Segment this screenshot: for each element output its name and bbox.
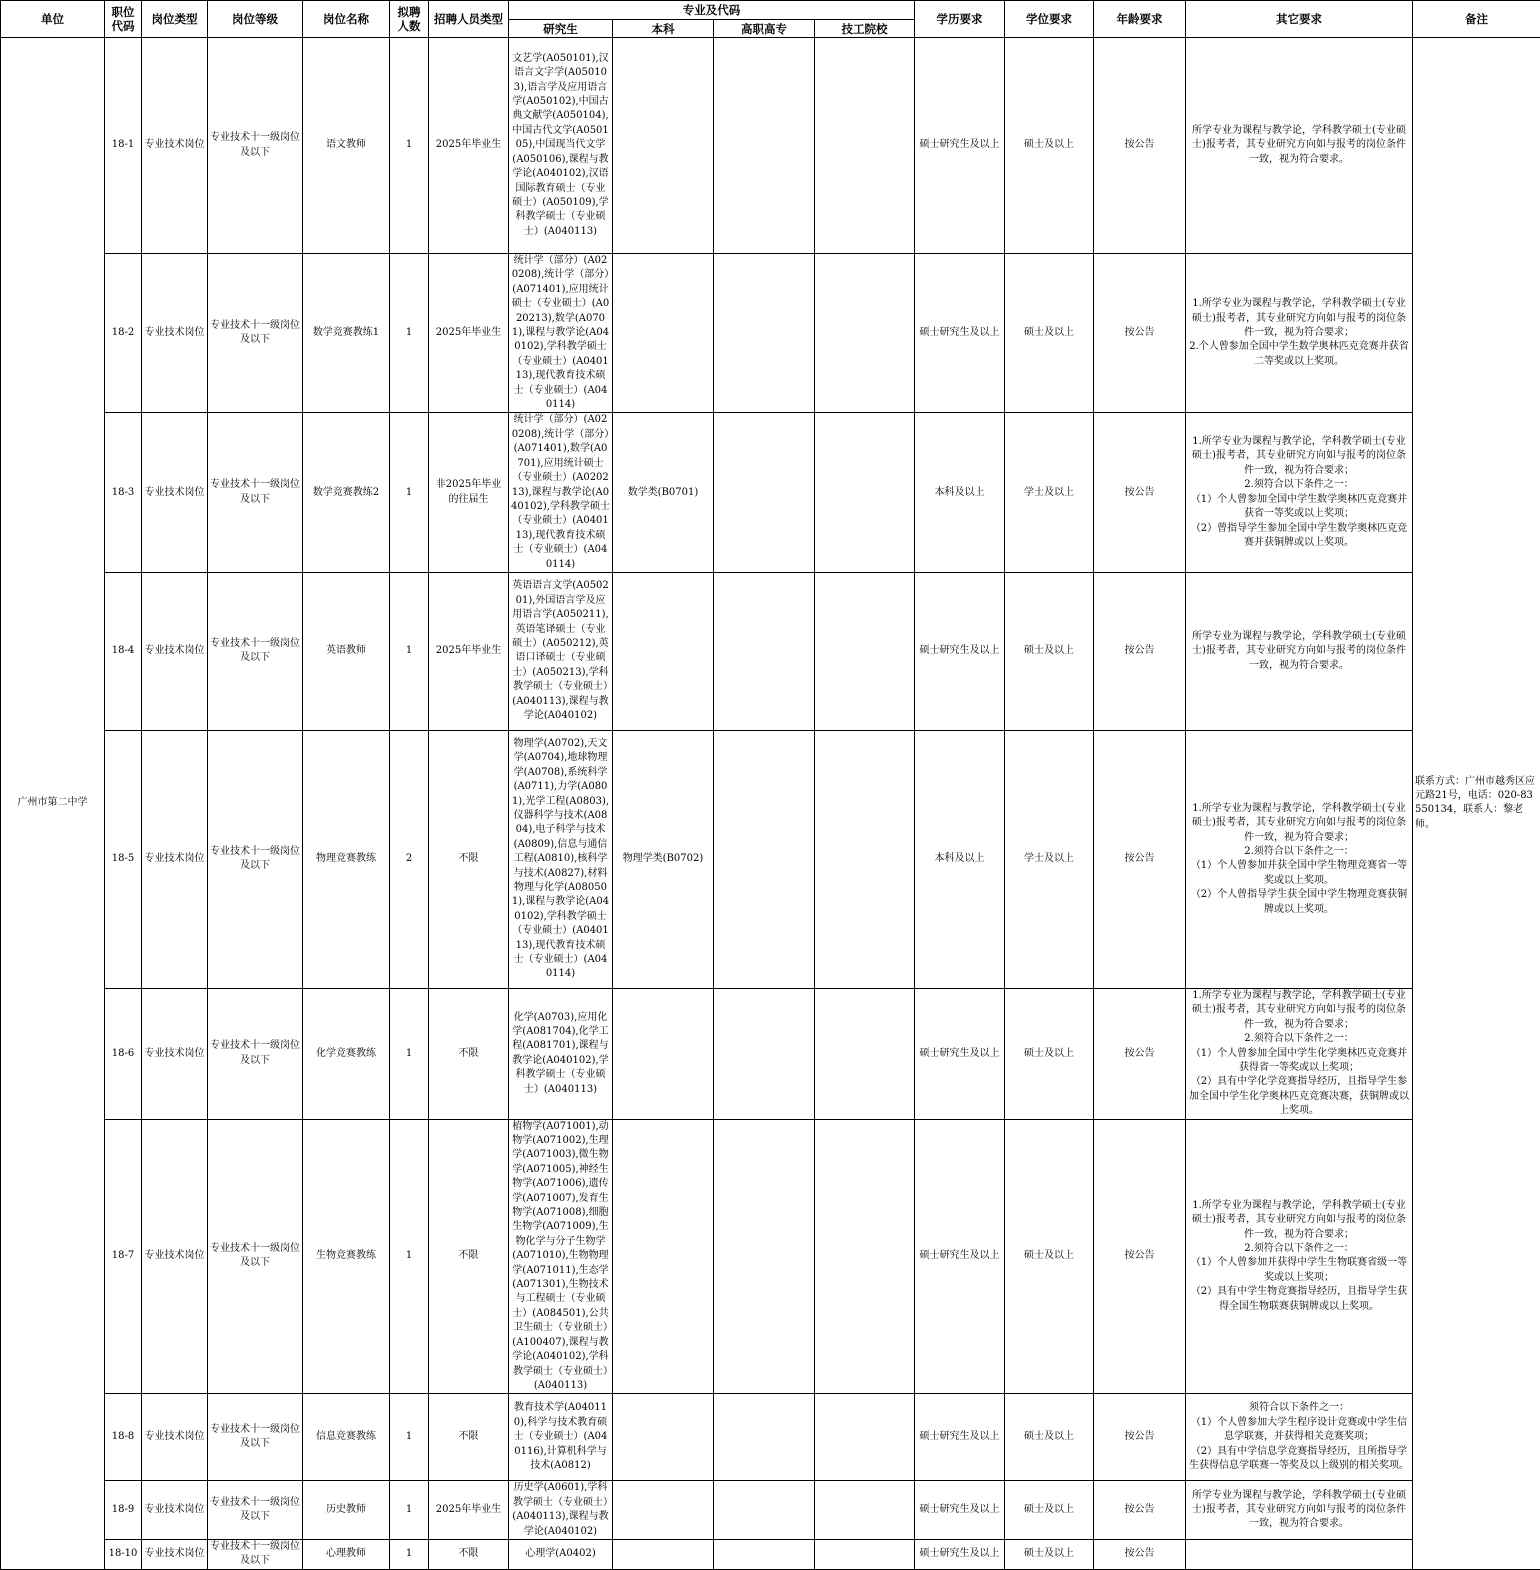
degree-req: 硕士及以上 <box>1005 988 1094 1119</box>
degree-req: 硕士及以上 <box>1005 1394 1094 1481</box>
other-req: 1.所学专业为课程与教学论，学科教学硕士(专业硕士)报考者，其专业研究方向如与报考的岗位条件一致，视为符合要求； 2.须符合以下条件之一： （1）个人曾参加并获得中学生生物联赛省级一等奖或以上奖项； （2）具有中学生物竞赛指导经历，且指导学生获得全国生物联赛获铜牌或以上奖项。 <box>1186 1119 1413 1394</box>
major-vocational <box>714 38 815 254</box>
job-count: 1 <box>390 38 429 254</box>
job-type: 专业技术岗位 <box>142 1481 208 1540</box>
education-req: 硕士研究生及以上 <box>915 38 1005 254</box>
degree-req: 硕士及以上 <box>1005 1119 1094 1394</box>
age-req: 按公告 <box>1094 1119 1186 1394</box>
header-education: 学历要求 <box>915 1 1005 38</box>
other-req: 1.所学专业为课程与教学论，学科教学硕士(专业硕士)报考者，其专业研究方向如与报考的岗位条件一致，视为符合要求； 2.须符合以下条件之一： （1）个人曾参加全国中学生数学奥林匹克竞赛并获省一等奖或以上奖项； （2）曾指导学生参加全国中学生数学奥林匹克竞赛并获铜牌或以上奖项。 <box>1186 413 1413 572</box>
major-bachelor <box>613 38 714 254</box>
major-graduate: 教育技术学(A040110),科学与技术教育硕士（专业硕士）(A040116),计算机科学与技术(A0812) <box>509 1394 613 1481</box>
job-grade: 专业技术十一级岗位及以下 <box>208 988 303 1119</box>
job-count: 1 <box>390 254 429 413</box>
recruit-type: 不限 <box>429 1539 509 1569</box>
job-grade: 专业技术十一级岗位及以下 <box>208 1119 303 1394</box>
education-req: 本科及以上 <box>915 730 1005 988</box>
major-technical <box>815 1539 915 1569</box>
job-code: 18-4 <box>105 572 142 730</box>
major-bachelor <box>613 572 714 730</box>
job-type: 专业技术岗位 <box>142 572 208 730</box>
major-technical <box>815 254 915 413</box>
major-bachelor <box>613 1539 714 1569</box>
other-req: 所学专业为课程与教学论，学科教学硕士(专业硕士)报考者，其专业研究方向如与报考的岗位条件一致，视为符合要求。 <box>1186 572 1413 730</box>
header-technical: 技工院校 <box>815 20 915 38</box>
job-name: 语文教师 <box>303 38 390 254</box>
other-req: 1.所学专业为课程与教学论，学科教学硕士(专业硕士)报考者，其专业研究方向如与报考的岗位条件一致，视为符合要求； 2.须符合以下条件之一： （1）个人曾参加并获全国中学生物理竞赛省一等奖或以上奖项。 （2）个人曾指导学生获全国中学生物理竞赛获铜牌或以上奖项。 <box>1186 730 1413 988</box>
education-req: 硕士研究生及以上 <box>915 572 1005 730</box>
major-graduate: 英语语言文学(A050201),外国语言学及应用语言学(A050211),英语笔译硕士（专业硕士）(A050212),英语口译硕士（专业硕士）(A050213),学科教学硕士（专业硕士）(A040113),课程与教学论(A040102) <box>509 572 613 730</box>
unit-cell: 广州市第二中学 <box>1 38 105 1570</box>
job-type: 专业技术岗位 <box>142 1539 208 1569</box>
major-technical <box>815 413 915 572</box>
job-type: 专业技术岗位 <box>142 988 208 1119</box>
job-type: 专业技术岗位 <box>142 38 208 254</box>
major-vocational <box>714 1394 815 1481</box>
recruit-type: 2025年毕业生 <box>429 254 509 413</box>
job-grade: 专业技术十一级岗位及以下 <box>208 254 303 413</box>
major-vocational <box>714 572 815 730</box>
header-note: 备注 <box>1413 1 1540 38</box>
job-name: 数学竞赛教练1 <box>303 254 390 413</box>
age-req: 按公告 <box>1094 572 1186 730</box>
job-count: 2 <box>390 730 429 988</box>
major-vocational <box>714 730 815 988</box>
education-req: 硕士研究生及以上 <box>915 254 1005 413</box>
recruit-type: 不限 <box>429 988 509 1119</box>
major-technical <box>815 1394 915 1481</box>
job-name: 生物竞赛教练 <box>303 1119 390 1394</box>
major-technical <box>815 38 915 254</box>
degree-req: 硕士及以上 <box>1005 254 1094 413</box>
header-grade: 岗位等级 <box>208 1 303 38</box>
degree-req: 硕士及以上 <box>1005 1539 1094 1569</box>
recruit-type: 非2025年毕业的往届生 <box>429 413 509 572</box>
major-graduate: 历史学(A0601),学科教学硕士（专业硕士）(A040113),课程与教学论(A040102) <box>509 1481 613 1540</box>
job-code: 18-7 <box>105 1119 142 1394</box>
job-name: 心理教师 <box>303 1539 390 1569</box>
age-req: 按公告 <box>1094 1394 1186 1481</box>
job-code: 18-8 <box>105 1394 142 1481</box>
recruit-type: 2025年毕业生 <box>429 1481 509 1540</box>
other-req <box>1186 1539 1413 1569</box>
age-req: 按公告 <box>1094 730 1186 988</box>
header-code: 职位代码 <box>105 1 142 38</box>
age-req: 按公告 <box>1094 1539 1186 1569</box>
major-technical <box>815 1481 915 1540</box>
major-graduate: 植物学(A071001),动物学(A071002),生理学(A071003),微生物学(A071005),神经生物学(A071006),遗传学(A071007),发育生物学(A071008),细胞生物学(A071009),生物化学与分子生物学(A071010),生物物理学(A071011),生态学(A071301),生物技术与工程硕士（专业硕士）(A084501),公共卫生硕士（专业硕士）(A100407),课程与教学论(A040102),学科教学硕士（专业硕士）(A040113) <box>509 1119 613 1394</box>
education-req: 本科及以上 <box>915 413 1005 572</box>
job-grade: 专业技术十一级岗位及以下 <box>208 730 303 988</box>
major-bachelor <box>613 988 714 1119</box>
job-grade: 专业技术十一级岗位及以下 <box>208 1394 303 1481</box>
header-other: 其它要求 <box>1186 1 1413 38</box>
table-row <box>1 254 1540 413</box>
degree-req: 学士及以上 <box>1005 730 1094 988</box>
major-bachelor <box>613 254 714 413</box>
header-degree: 学位要求 <box>1005 1 1094 38</box>
job-name: 英语教师 <box>303 572 390 730</box>
major-vocational <box>714 1119 815 1394</box>
other-req: 1.所学专业为课程与教学论，学科教学硕士(专业硕士)报考者，其专业研究方向如与报考的岗位条件一致，视为符合要求； 2.须符合以下条件之一： （1）个人曾参加全国中学生化学奥林匹克竞赛并获得省一等奖或以上奖项； （2）具有中学化学竞赛指导经历，且指导学生参加全国中学生化学奥林匹克竞赛决赛，获铜牌或以上奖项。 <box>1186 988 1413 1119</box>
major-graduate: 文艺学(A050101),汉语言文字学(A050103),语言学及应用语言学(A050102),中国古典文献学(A050104),中国古代文学(A050105),中国现当代文学(A050106),课程与教学论(A040102),汉语国际教育硕士（专业硕士）(A050109),学科教学硕士（专业硕士）(A040113) <box>509 38 613 254</box>
job-count: 1 <box>390 1539 429 1569</box>
job-code: 18-5 <box>105 730 142 988</box>
job-count: 1 <box>390 1481 429 1540</box>
major-bachelor: 物理学类(B0702) <box>613 730 714 988</box>
job-grade: 专业技术十一级岗位及以下 <box>208 38 303 254</box>
degree-req: 硕士及以上 <box>1005 38 1094 254</box>
major-bachelor: 数学类(B0701) <box>613 413 714 572</box>
job-name: 化学竞赛教练 <box>303 988 390 1119</box>
age-req: 按公告 <box>1094 38 1186 254</box>
table-row <box>1 988 1540 1119</box>
job-name: 物理竞赛教练 <box>303 730 390 988</box>
recruit-type: 不限 <box>429 1119 509 1394</box>
major-technical <box>815 988 915 1119</box>
table-body <box>1 38 1540 1570</box>
table-row <box>1 572 1540 730</box>
major-graduate: 统计学（部分）(A020208),统计学（部分）(A071401),应用统计硕士（专业硕士）(A020213),数学(A0701),课程与教学论(A040102),学科教学硕士（专业硕士）(A040113),现代教育技术硕士（专业硕士）(A040114) <box>509 254 613 413</box>
major-bachelor <box>613 1481 714 1540</box>
major-vocational <box>714 1539 815 1569</box>
recruit-type: 不限 <box>429 730 509 988</box>
other-req: 1.所学专业为课程与教学论，学科教学硕士(专业硕士)报考者，其专业研究方向如与报考的岗位条件一致，视为符合要求； 2.个人曾参加全国中学生数学奥林匹克竞赛并获省二等奖或以上奖项。 <box>1186 254 1413 413</box>
major-vocational <box>714 254 815 413</box>
major-vocational <box>714 413 815 572</box>
header-grad: 研究生 <box>509 20 613 38</box>
header-count: 拟聘人数 <box>390 1 429 38</box>
job-type: 专业技术岗位 <box>142 413 208 572</box>
header-bachelor: 本科 <box>613 20 714 38</box>
major-technical <box>815 1119 915 1394</box>
table-row <box>1 38 1540 254</box>
job-code: 18-10 <box>105 1539 142 1569</box>
job-type: 专业技术岗位 <box>142 1119 208 1394</box>
recruit-type: 2025年毕业生 <box>429 38 509 254</box>
major-technical <box>815 572 915 730</box>
major-graduate: 物理学(A0702),天文学(A0704),地球物理学(A0708),系统科学(A0711),力学(A0801),光学工程(A0803),仪器科学与技术(A0804),电子科学与技术(A0809),信息与通信工程(A0810),核科学与技术(A0827),材料物理与化学(A080501),课程与教学论(A040102),学科教学硕士（专业硕士）(A040113),现代教育技术硕士（专业硕士）(A040114) <box>509 730 613 988</box>
header-unit: 单位 <box>1 1 105 38</box>
age-req: 按公告 <box>1094 988 1186 1119</box>
job-count: 1 <box>390 1394 429 1481</box>
education-req: 硕士研究生及以上 <box>915 1481 1005 1540</box>
education-req: 硕士研究生及以上 <box>915 1539 1005 1569</box>
table-row <box>1 730 1540 988</box>
job-count: 1 <box>390 413 429 572</box>
header-vocational: 高职高专 <box>714 20 815 38</box>
job-code: 18-2 <box>105 254 142 413</box>
other-req: 所学专业为课程与教学论，学科教学硕士(专业硕士)报考者，其专业研究方向如与报考的岗位条件一致，视为符合要求。 <box>1186 38 1413 254</box>
table-row <box>1 1394 1540 1481</box>
job-name: 数学竞赛教练2 <box>303 413 390 572</box>
major-vocational <box>714 1481 815 1540</box>
job-type: 专业技术岗位 <box>142 1394 208 1481</box>
table-row <box>1 1539 1540 1569</box>
job-type: 专业技术岗位 <box>142 254 208 413</box>
other-req: 须符合以下条件之一： （1）个人曾参加大学生程序设计竞赛或中学生信息学联赛，并获得相关竞赛奖项； （2）具有中学信息学竞赛指导经历，且所指导学生获得信息学联赛一等奖及以上级别的相关奖项。 <box>1186 1394 1413 1481</box>
job-grade: 专业技术十一级岗位及以下 <box>208 1481 303 1540</box>
job-count: 1 <box>390 1119 429 1394</box>
major-technical <box>815 730 915 988</box>
degree-req: 学士及以上 <box>1005 413 1094 572</box>
major-vocational <box>714 988 815 1119</box>
recruit-type: 2025年毕业生 <box>429 572 509 730</box>
header-age: 年龄要求 <box>1094 1 1186 38</box>
age-req: 按公告 <box>1094 254 1186 413</box>
table-row <box>1 1481 1540 1540</box>
job-grade: 专业技术十一级岗位及以下 <box>208 572 303 730</box>
age-req: 按公告 <box>1094 413 1186 572</box>
major-graduate: 心理学(A0402) <box>509 1539 613 1569</box>
job-name: 历史教师 <box>303 1481 390 1540</box>
header-type: 岗位类型 <box>142 1 208 38</box>
job-code: 18-9 <box>105 1481 142 1540</box>
header-recruit: 招聘人员类型 <box>429 1 509 38</box>
job-type: 专业技术岗位 <box>142 730 208 988</box>
age-req: 按公告 <box>1094 1481 1186 1540</box>
job-grade: 专业技术十一级岗位及以下 <box>208 1539 303 1569</box>
job-grade: 专业技术十一级岗位及以下 <box>208 413 303 572</box>
other-req: 所学专业为课程与教学论，学科教学硕士(专业硕士)报考者，其专业研究方向如与报考的岗位条件一致，视为符合要求。 <box>1186 1481 1413 1540</box>
major-graduate: 化学(A0703),应用化学(A081704),化学工程(A081701),课程与教学论(A040102),学科教学硕士（专业硕士）(A040113) <box>509 988 613 1119</box>
job-name: 信息竞赛教练 <box>303 1394 390 1481</box>
job-code: 18-6 <box>105 988 142 1119</box>
job-code: 18-3 <box>105 413 142 572</box>
degree-req: 硕士及以上 <box>1005 1481 1094 1540</box>
education-req: 硕士研究生及以上 <box>915 988 1005 1119</box>
table-row <box>1 1119 1540 1394</box>
education-req: 硕士研究生及以上 <box>915 1119 1005 1394</box>
note-cell: 联系方式：广州市越秀区应元路21号，电话：020-83550134，联系人：黎老师。 <box>1413 38 1540 1570</box>
header-major: 专业及代码 <box>509 1 915 20</box>
major-graduate: 统计学（部分）(A020208),统计学（部分）(A071401),数学(A0701),应用统计硕士（专业硕士）(A020213),课程与教学论(A040102),学科教学硕士（专业硕士）(A040113),现代教育技术硕士（专业硕士）(A040114) <box>509 413 613 572</box>
table-row <box>1 413 1540 572</box>
job-count: 1 <box>390 572 429 730</box>
job-code: 18-1 <box>105 38 142 254</box>
recruit-type: 不限 <box>429 1394 509 1481</box>
education-req: 硕士研究生及以上 <box>915 1394 1005 1481</box>
major-bachelor <box>613 1119 714 1394</box>
job-count: 1 <box>390 988 429 1119</box>
degree-req: 硕士及以上 <box>1005 572 1094 730</box>
major-bachelor <box>613 1394 714 1481</box>
header-name: 岗位名称 <box>303 1 390 38</box>
